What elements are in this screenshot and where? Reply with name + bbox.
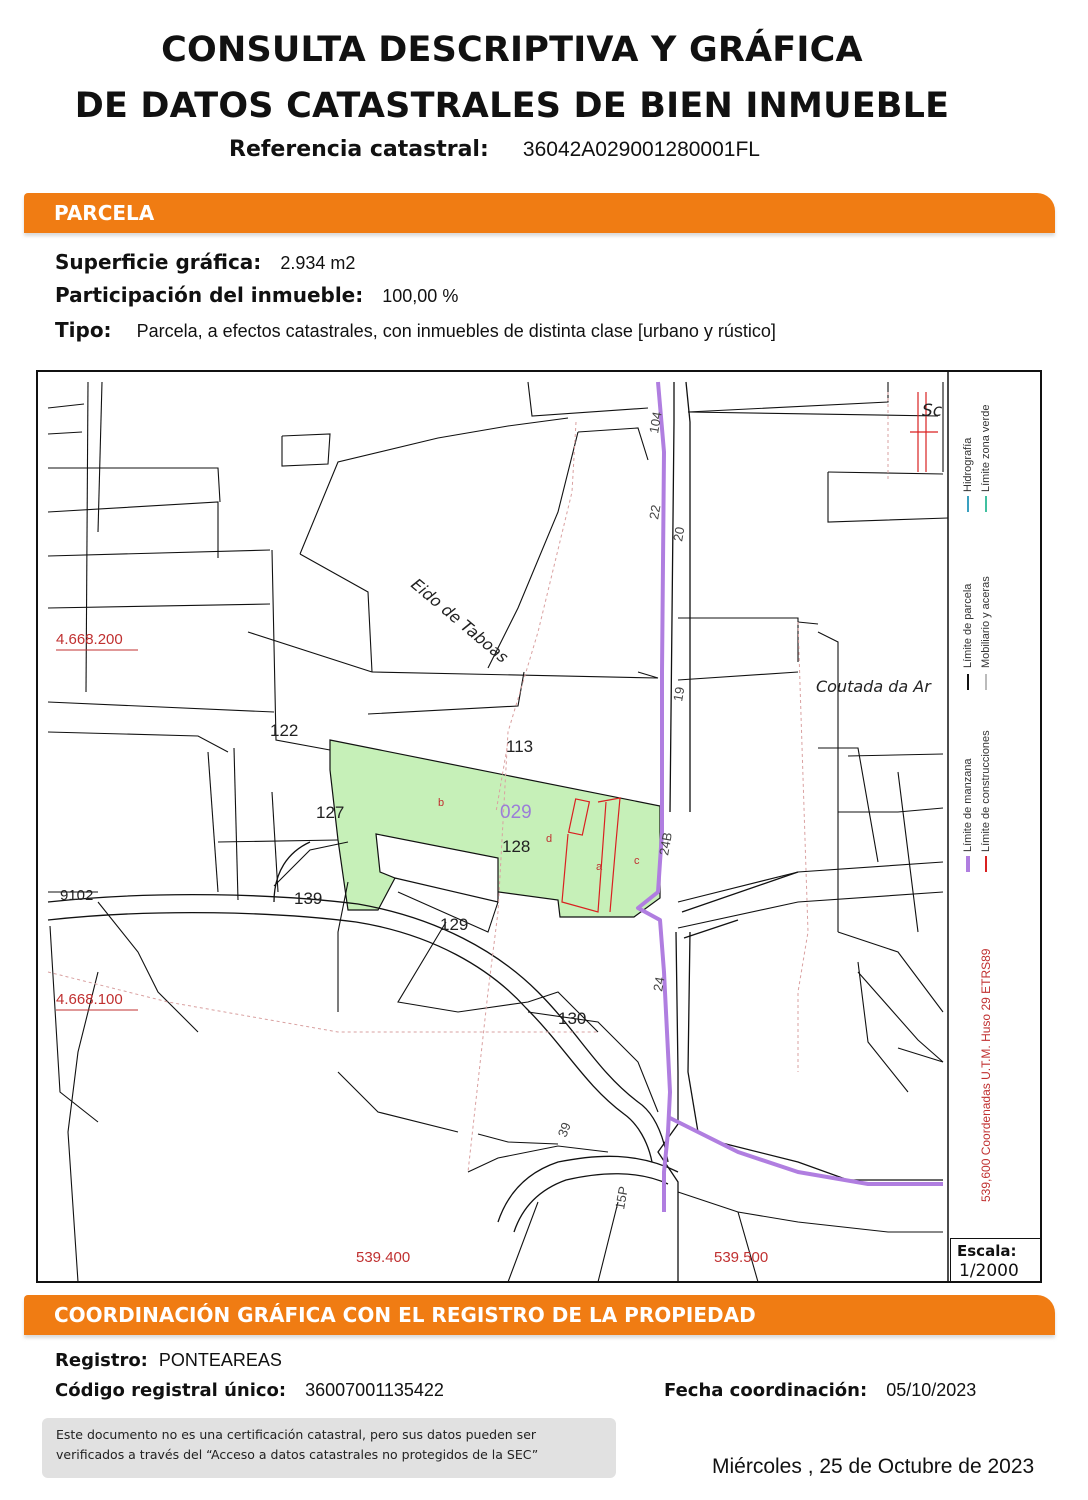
parcela-section-bar <box>24 193 1055 233</box>
disclaimer-note <box>42 1418 616 1478</box>
registro-label: Registro: <box>55 1350 148 1371</box>
legend-hidrografia: Hidrografía <box>962 437 974 492</box>
polygon-029: 029 <box>500 802 532 823</box>
road-label-15p: 15P <box>612 1185 631 1211</box>
coord-539500: 539.500 <box>714 1249 769 1266</box>
subparcel-c: c <box>634 855 640 867</box>
referencia-catastral <box>229 136 760 162</box>
participacion-value: 100,00 % <box>382 286 459 306</box>
parcel-139: 139 <box>294 889 323 908</box>
place-sc: Sc <box>922 401 943 421</box>
subparcel-d: d <box>546 833 553 845</box>
coord-539400: 539.400 <box>356 1249 411 1266</box>
superficie-label: Superficie gráfica: <box>55 250 262 274</box>
ref-value: 36042A029001280001FL <box>522 138 760 161</box>
coordinacion-section-title: COORDINACIÓN GRÁFICA CON EL REGISTRO DE LA PROPIEDAD <box>54 1303 756 1327</box>
parcel-130: 130 <box>558 1009 587 1028</box>
document-date: Miércoles , 25 de Octubre de 2023 <box>712 1455 1035 1478</box>
parcel-113: 113 <box>506 737 534 756</box>
fecha-value: 05/10/2023 <box>886 1380 977 1400</box>
note-line-1: Este documento no es una certificación catastral, pero sus datos pueden ser <box>56 1427 537 1442</box>
superficie-row <box>55 250 355 274</box>
road-label-104: 104 <box>646 410 665 435</box>
registro-row <box>55 1350 282 1371</box>
legend-zona-verde: Límite zona verde <box>980 404 992 492</box>
parcel-128: 128 <box>502 837 531 856</box>
purple-road-line <box>638 382 943 1212</box>
registro-value: PONTEAREAS <box>158 1350 282 1370</box>
fecha-coordinacion-row <box>664 1380 976 1401</box>
codigo-value: 36007001135422 <box>305 1380 444 1400</box>
parcel-122: 122 <box>270 721 299 740</box>
fecha-label: Fecha coordinación: <box>664 1380 868 1401</box>
document-title <box>0 22 1024 134</box>
coord-4668100: 4.668.100 <box>56 991 123 1008</box>
coordinacion-section-bar <box>24 1295 1055 1335</box>
tipo-value: Parcela, a efectos catastrales, con inmuebles de distinta clase [urbano y rústico] <box>136 321 776 341</box>
cadastral-map[interactable] <box>36 370 1042 1283</box>
codigo-label: Código registral único: <box>55 1380 287 1401</box>
scale-label: Escala: <box>957 1242 1017 1260</box>
subparcel-a: a <box>596 861 603 873</box>
main-road-edges <box>658 382 943 1282</box>
legend-coords-note: 539,600 Coordenadas U.T.M. Huso 29 ETRS89 <box>979 948 993 1202</box>
road-label-24b: 24B <box>656 831 675 857</box>
legend-parcela: Límite de parcela <box>962 583 974 668</box>
participacion-row <box>55 283 458 307</box>
ref-label: Referencia catastral: <box>229 137 489 162</box>
road-label-39: 39 <box>554 1120 574 1140</box>
road-label-24: 24 <box>650 975 668 993</box>
road-label-22: 22 <box>646 503 664 521</box>
parcela-section-title: PARCELA <box>54 201 155 225</box>
legend-construcciones: Límite de construcciones <box>980 730 992 852</box>
road-label-19: 19 <box>670 685 688 703</box>
participacion-label: Participación del inmueble: <box>55 283 364 307</box>
title-line-1: CONSULTA DESCRIPTIVA Y GRÁFICA <box>161 30 863 70</box>
map-drawing <box>38 372 1042 1283</box>
coord-4668200: 4.668.200 <box>56 631 123 648</box>
note-line-2: verificados a través del “Acceso a datos catastrales no protegidos de la SEC” <box>56 1447 539 1462</box>
road-label-20: 20 <box>670 525 688 543</box>
parcel-127: 127 <box>316 803 345 822</box>
scale-box <box>950 1238 1041 1283</box>
legend-manzana: Límite de manzana <box>962 758 974 852</box>
scale-value: 1/2000 <box>959 1261 1019 1281</box>
place-eido-de-taboas: Eido de Taboas <box>407 574 513 667</box>
title-line-2: DE DATOS CATASTRALES DE BIEN INMUEBLE <box>74 86 950 126</box>
parcel-129: 129 <box>440 915 469 934</box>
codigo-row <box>55 1380 444 1401</box>
tipo-label: Tipo: <box>55 318 112 342</box>
superficie-value: 2.934 m2 <box>280 253 356 273</box>
subparcel-b: b <box>438 797 445 809</box>
place-coutada: Coutada da Ar <box>816 677 931 696</box>
legend-mobiliario: Mobiliario y aceras <box>980 576 992 668</box>
tipo-row <box>55 318 776 342</box>
road-9102: 9102 <box>60 887 94 904</box>
